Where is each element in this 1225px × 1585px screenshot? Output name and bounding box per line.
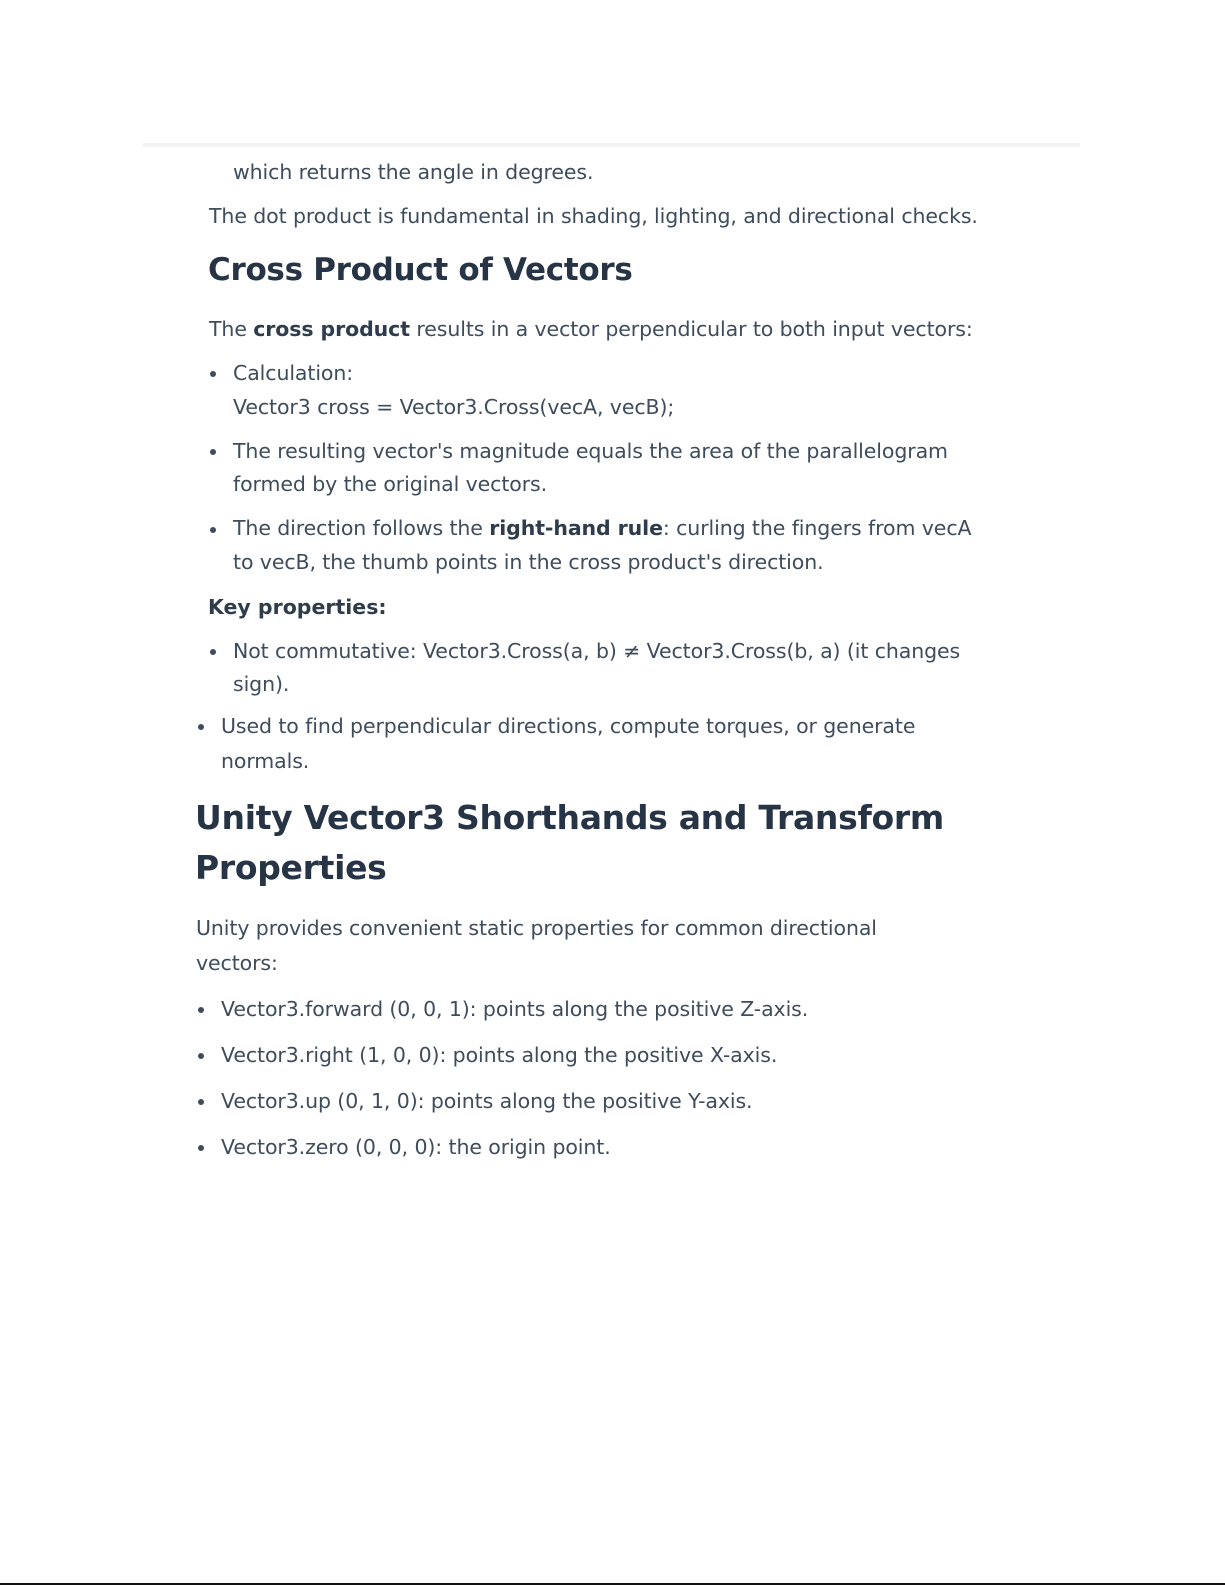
text-angle-degrees: which returns the angle in degrees. [233,160,594,184]
bullet-dot [198,1145,204,1151]
direction-bold: right-hand rule [489,516,663,540]
bullet-dot [198,1099,204,1105]
bullet-dot [210,649,216,655]
text-cross-intro [209,312,973,346]
label-key-properties: Key properties: [208,595,387,619]
text-unity-intro-line2: vectors: [196,951,278,975]
direction-prefix: The direction follows the [233,516,490,540]
bullet-dot [198,1007,204,1013]
text-direction-line2: to vecB, the thumb points in the cross product's direction. [233,550,824,574]
cross-intro-suffix: results in a vector perpendicular to both input vectors: [409,317,973,341]
cross-intro-bold: cross product [253,317,410,341]
bullet-dot [198,1053,204,1059]
text-calculation-label: Calculation: [233,361,354,385]
text-unity-bullet-forward: Vector3.forward (0, 0, 1): points along the positive Z-axis. [221,997,809,1021]
text-direction-line1 [233,511,971,545]
text-dot-product-summary: The dot product is fundamental in shading, lighting, and directional checks. [209,204,978,228]
text-used-to-line1: Used to find perpendicular directions, compute torques, or generate [221,714,916,738]
bullet-dot [198,724,204,730]
text-calculation-code: Vector3 cross = Vector3.Cross(vecA, vecB); [233,395,675,419]
direction-suffix: : curling the fingers from vecA [662,516,972,540]
heading-unity-line2: Properties [195,848,387,887]
heading-cross-product: Cross Product of Vectors [208,252,633,288]
bullet-dot [210,449,216,455]
bullet-dot [210,371,216,377]
cross-intro-prefix: The [209,317,254,341]
text-magnitude-line1: The resulting vector's magnitude equals the area of the parallelogram [233,439,948,463]
text-magnitude-line2: formed by the original vectors. [233,472,548,496]
bullet-dot [210,527,216,533]
page-top-divider [143,143,1080,147]
text-not-commutative-line2: sign). [233,672,290,696]
text-unity-bullet-right: Vector3.right (1, 0, 0): points along the positive X-axis. [221,1043,778,1067]
text-unity-bullet-up: Vector3.up (0, 1, 0): points along the positive Y-axis. [221,1089,753,1113]
heading-unity-line1: Unity Vector3 Shorthands and Transform [195,798,944,837]
text-unity-intro-line1: Unity provides convenient static properties for common directional [196,916,877,940]
text-used-to-line2: normals. [221,749,310,773]
text-unity-bullet-zero: Vector3.zero (0, 0, 0): the origin point. [221,1135,611,1159]
text-not-commutative-line1: Not commutative: Vector3.Cross(a, b) ≠ Vector3.Cross(b, a) (it changes [233,639,961,663]
